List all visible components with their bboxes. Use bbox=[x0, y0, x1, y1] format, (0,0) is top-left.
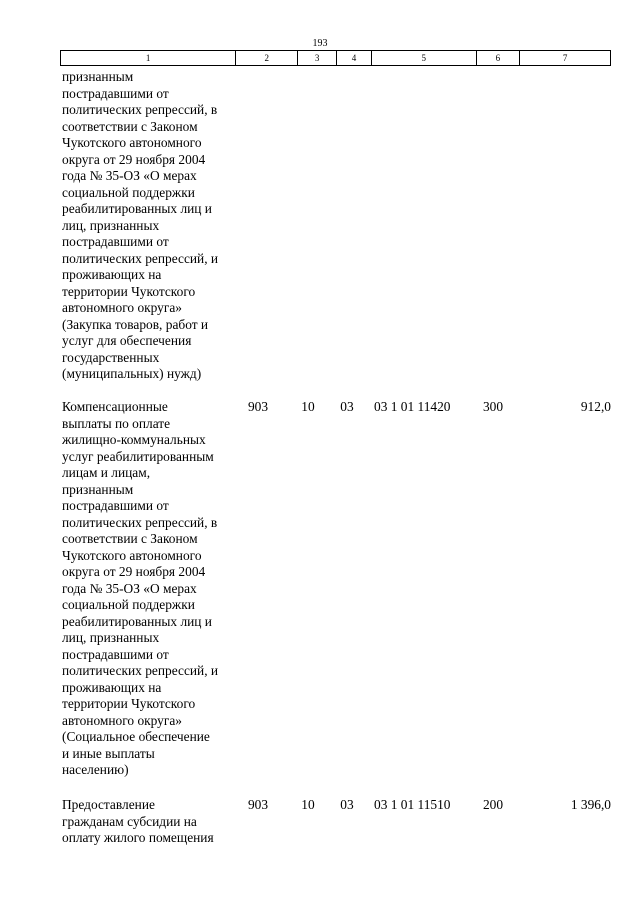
description-line: (Закупка товаров, работ и bbox=[62, 316, 209, 332]
description-line: (муниципальных) нужд) bbox=[62, 366, 202, 381]
description-line: политических репрессий, и bbox=[62, 250, 219, 266]
description-line: проживающих на bbox=[62, 679, 162, 695]
description-line: политических репрессий, в bbox=[62, 102, 218, 117]
section-code: 10 bbox=[301, 399, 315, 414]
target-article-code: 03 1 01 11510 bbox=[374, 797, 451, 812]
description-line: пострадавшими от bbox=[62, 498, 169, 513]
description-line: (Социальное обеспечение bbox=[62, 729, 210, 744]
description-line: округа от 29 ноября 2004 bbox=[62, 564, 206, 579]
amount-value: 912,0 bbox=[580, 399, 611, 414]
admin-code: 903 bbox=[247, 797, 269, 812]
description-line: признанным bbox=[62, 481, 134, 497]
description-line: года № 35-ОЗ «О мерах bbox=[62, 168, 197, 183]
subsection-code: 03 bbox=[340, 399, 354, 414]
description-line: лиц, признанных bbox=[62, 217, 160, 233]
description-line: социальной поддержки bbox=[62, 597, 195, 612]
description-line: Компенсационные bbox=[62, 399, 168, 414]
description-line: политических репрессий, в bbox=[62, 514, 218, 530]
table-header bbox=[60, 50, 611, 66]
header-col-1: 1 bbox=[61, 51, 236, 65]
admin-code: 903 bbox=[247, 399, 269, 414]
description-line: Чукотского автономного bbox=[62, 135, 202, 150]
header-col-3: 3 bbox=[298, 51, 337, 65]
page-number: 193 bbox=[312, 38, 328, 49]
description-line: соответствии с Законом bbox=[62, 531, 198, 546]
description-line: пострадавшими от bbox=[62, 646, 169, 662]
description-line: услуг для обеспечения bbox=[62, 333, 192, 348]
header-col-5: 5 bbox=[372, 51, 477, 65]
description-line: Чукотского автономного bbox=[62, 547, 202, 563]
description-line: услуг реабилитированным bbox=[62, 448, 214, 464]
description-line: соответствии с Законом bbox=[62, 118, 198, 134]
description-line: пострадавшими от bbox=[62, 85, 169, 101]
description-line: гражданам субсидии на bbox=[62, 813, 197, 829]
description-line: государственных bbox=[62, 349, 160, 365]
description-line: и иные выплаты bbox=[62, 745, 155, 761]
header-col-7: 7 bbox=[562, 53, 568, 63]
amount-value: 1 396,0 bbox=[570, 797, 611, 812]
description-line: пострадавшими от bbox=[62, 234, 169, 249]
description-line: территории Чукотского bbox=[62, 283, 196, 299]
description-line: автономного округа» bbox=[62, 712, 182, 728]
description-line: оплату жилого помещения bbox=[62, 830, 214, 845]
description-line: Предоставление bbox=[62, 797, 155, 812]
expense-type-code: 300 bbox=[482, 399, 504, 414]
description-line: реабилитированных лиц и bbox=[62, 613, 212, 629]
description-line: жилищно-коммунальных bbox=[62, 432, 206, 447]
description-line: реабилитированных лиц и bbox=[62, 201, 212, 216]
row-description bbox=[62, 69, 248, 383]
description-line: социальной поддержки bbox=[62, 184, 195, 200]
description-line: проживающих на bbox=[62, 267, 162, 282]
description-line: населению) bbox=[62, 762, 129, 777]
subsection-code: 03 bbox=[340, 797, 354, 812]
expense-type-code: 200 bbox=[482, 797, 504, 812]
header-col-4: 4 bbox=[337, 51, 372, 65]
description-line: лиц, признанных bbox=[62, 630, 160, 645]
description-line: выплаты по оплате bbox=[62, 415, 171, 431]
description-line: лицам и лицам, bbox=[62, 465, 151, 480]
description-line: года № 35-ОЗ «О мерах bbox=[62, 580, 197, 596]
target-article-code: 03 1 01 11420 bbox=[374, 399, 451, 414]
header-col-6: 6 bbox=[477, 51, 521, 65]
description-line: политических репрессий, и bbox=[62, 663, 219, 678]
row-description bbox=[62, 399, 248, 779]
description-line: признанным bbox=[62, 69, 134, 84]
row-description bbox=[62, 797, 248, 847]
description-line: автономного округа» bbox=[62, 300, 182, 315]
section-code: 10 bbox=[301, 797, 315, 812]
description-line: округа от 29 ноября 2004 bbox=[62, 151, 206, 167]
header-col-2: 2 bbox=[236, 51, 298, 65]
description-line: территории Чукотского bbox=[62, 696, 196, 711]
